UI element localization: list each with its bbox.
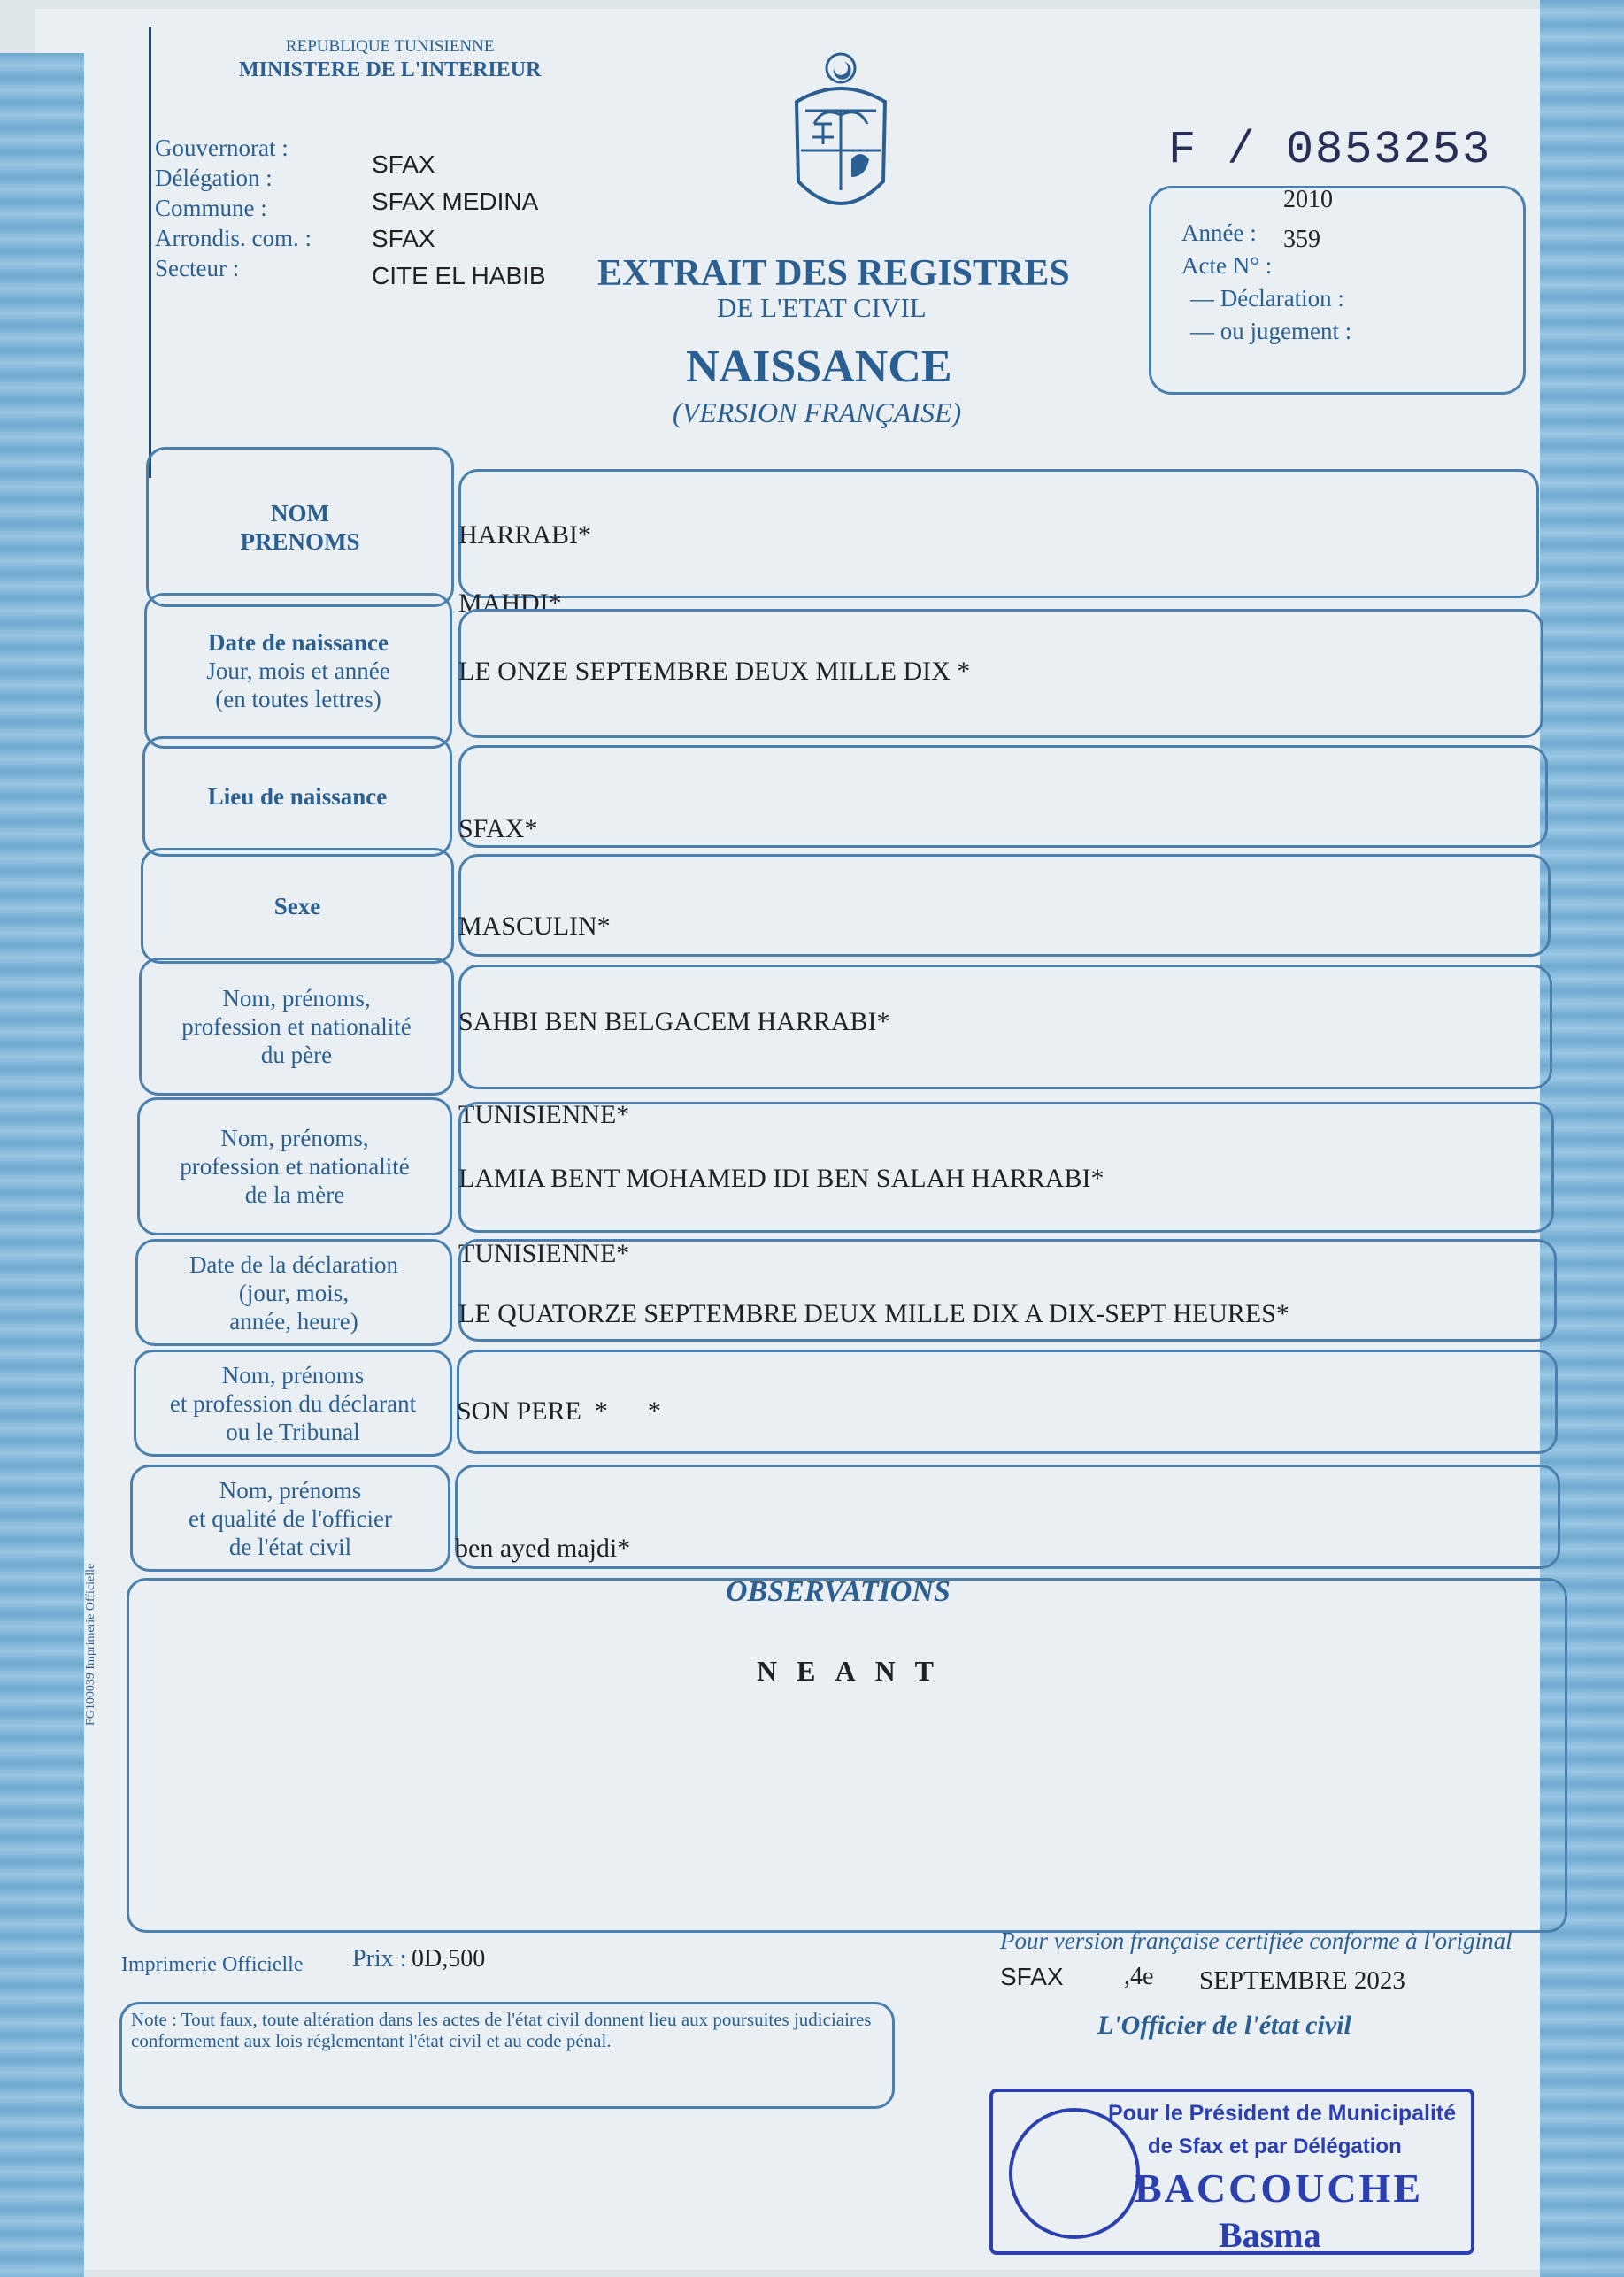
imprimerie-label: Imprimerie Officielle [121,1953,304,1976]
municipal-seal-icon [1009,2108,1140,2239]
prix-label: Prix : [352,1945,407,1973]
observations-box [127,1578,1567,1933]
date-naissance-sublabel-2: (en toutes lettres) [215,686,381,712]
officier-label-2: et qualité de l'officier [188,1504,392,1532]
arrondissement-value: CITE EL HABIB [372,262,546,289]
date-naissance-sublabel-1: Jour, mois et année [206,658,390,684]
header-divider [149,27,151,478]
sexe-value: MASCULIN* [458,912,611,941]
pere-label-2: profession et nationalité [181,1013,412,1040]
ministry-label: MINISTERE DE L'INTERIEUR [239,58,542,81]
mere-label-3: de la mère [244,1181,345,1208]
mere-label-box [137,1097,452,1235]
stamp-line-2: de Sfax et par Délégation [1148,2135,1402,2158]
lieu-label: Lieu de naissance [207,783,388,810]
ministry-header [239,35,541,81]
nom-prenoms-value-box [458,469,1539,598]
prix-value: 0D,500 [412,1945,486,1973]
document-subtitle: DE L'ETAT CIVIL [717,292,927,323]
jugement-label: — ou jugement : [1190,318,1352,344]
acte-annee-value: 2010 [1283,186,1333,213]
tunisian-coat-of-arms-icon [779,49,903,235]
declarant-label-3: ou le Tribunal [226,1418,360,1445]
nom-prenoms-label-box [146,447,454,607]
officier-label-3: de l'état civil [228,1533,352,1560]
annee-label: Année : [1181,219,1257,246]
acte-no-label: Acte N° : [1181,252,1273,279]
pere-nationalite-value: TUNISIENNE* [458,1100,630,1129]
declaration-date-label-3: année, heure) [229,1307,358,1335]
mere-value: LAMIA BENT MOHAMED IDI BEN SALAH HARRABI* [458,1164,1104,1193]
mere-label-1: Nom, prénoms, [220,1125,369,1151]
issue-day: ,4e [1124,1963,1154,1990]
declaration-date-label-2: (jour, mois, [238,1279,350,1306]
serial-number: F / 0853253 [1168,124,1492,176]
sexe-value-box [458,854,1551,957]
prenoms-label: PRENOMS [240,527,360,555]
pere-value: SAHBI BEN BELGACEM HARRABI* [458,1007,890,1036]
lieu-value: SFAX* [458,814,538,843]
officier-label-1: Nom, prénoms [219,1476,362,1504]
pere-label-3: du père [260,1042,333,1068]
officier-label-box [130,1465,450,1572]
arrondissement-label: Arrondis. com. : [155,225,312,251]
issue-month-year: SEPTEMBRE 2023 [1199,1966,1405,1995]
stamp-line-4: Basma [1219,2215,1321,2255]
document-title: EXTRAIT DES REGISTRES [597,253,1070,294]
date-naissance-label: Date de naissance [208,629,389,656]
declarant-label-box [134,1350,452,1457]
pere-label-1: Nom, prénoms, [222,985,371,1012]
document-version: (VERSION FRANÇAISE) [673,396,962,428]
document-type: NAISSANCE [686,342,952,392]
declaration-date-value: LE QUATORZE SEPTEMBRE DEUX MILLE DIX A DIX-SEPT HEURES* [458,1299,1289,1328]
declaration-date-label-1: Date de la déclaration [189,1250,399,1278]
prenoms-value: MAHDI* [458,588,562,618]
republic-label: REPUBLIQUE TUNISIENNE [285,37,495,56]
delegation-value: SFAX MEDINA [372,188,539,215]
declaration-date-label-box [135,1239,452,1346]
location-labels [155,133,312,283]
printer-code-vertical: FG100039 Imprimerie Officielle [84,1563,97,1726]
acte-numero-value: 359 [1283,226,1320,253]
secteur-label: Secteur : [155,255,240,281]
nom-label: NOM [271,499,329,527]
commune-label: Commune : [155,195,267,221]
issue-city: SFAX [1000,1963,1064,1990]
sexe-label: Sexe [273,892,321,919]
legal-note: Note : Tout faux, toute altération dans les actes de l'état civil donnent lieu aux poursuites judiciaires conformement aux lois réglementant l'état civil et au code pénal. [131,2009,872,2051]
nom-value: HARRABI* [458,520,592,550]
gouvernorat-value: SFAX [372,150,435,178]
declarant-value: SON PERE * * [457,1396,661,1426]
pere-label-box [139,958,454,1096]
officer-signature-label: L'Officier de l'état civil [1097,2011,1351,2040]
mere-nationalite-value: TUNISIENNE* [458,1239,630,1268]
declaration-label: — Déclaration : [1190,285,1344,312]
location-values [372,146,546,295]
gouvernorat-label: Gouvernorat : [155,135,289,161]
observations-value: NEANT [757,1655,954,1687]
lieu-value-box [458,745,1548,848]
observations-title: OBSERVATIONS [726,1575,951,1608]
officier-value: ben ayed majdi* [455,1534,631,1563]
guilloche-border-left [0,53,84,2277]
acte-labels [1181,217,1351,348]
commune-value: SFAX [372,225,435,252]
sexe-label-box [141,848,454,964]
stamp-line-1: Pour le Président de Municipalité [1108,2101,1457,2126]
mere-label-2: profession et nationalité [180,1153,410,1180]
stamp-line-3: BACCOUCHE [1135,2165,1424,2211]
date-naissance-label-box [144,593,452,749]
date-naissance-value: LE ONZE SEPTEMBRE DEUX MILLE DIX * [458,657,971,686]
delegation-label: Délégation : [155,165,273,191]
municipal-stamp [989,2089,1474,2255]
declarant-label-2: et profession du déclarant [169,1389,417,1417]
lieu-label-box [142,736,452,857]
certification-text: Pour version française certifiée conforme à l'original [1000,1927,1512,1954]
declarant-label-1: Nom, prénoms [221,1361,365,1389]
